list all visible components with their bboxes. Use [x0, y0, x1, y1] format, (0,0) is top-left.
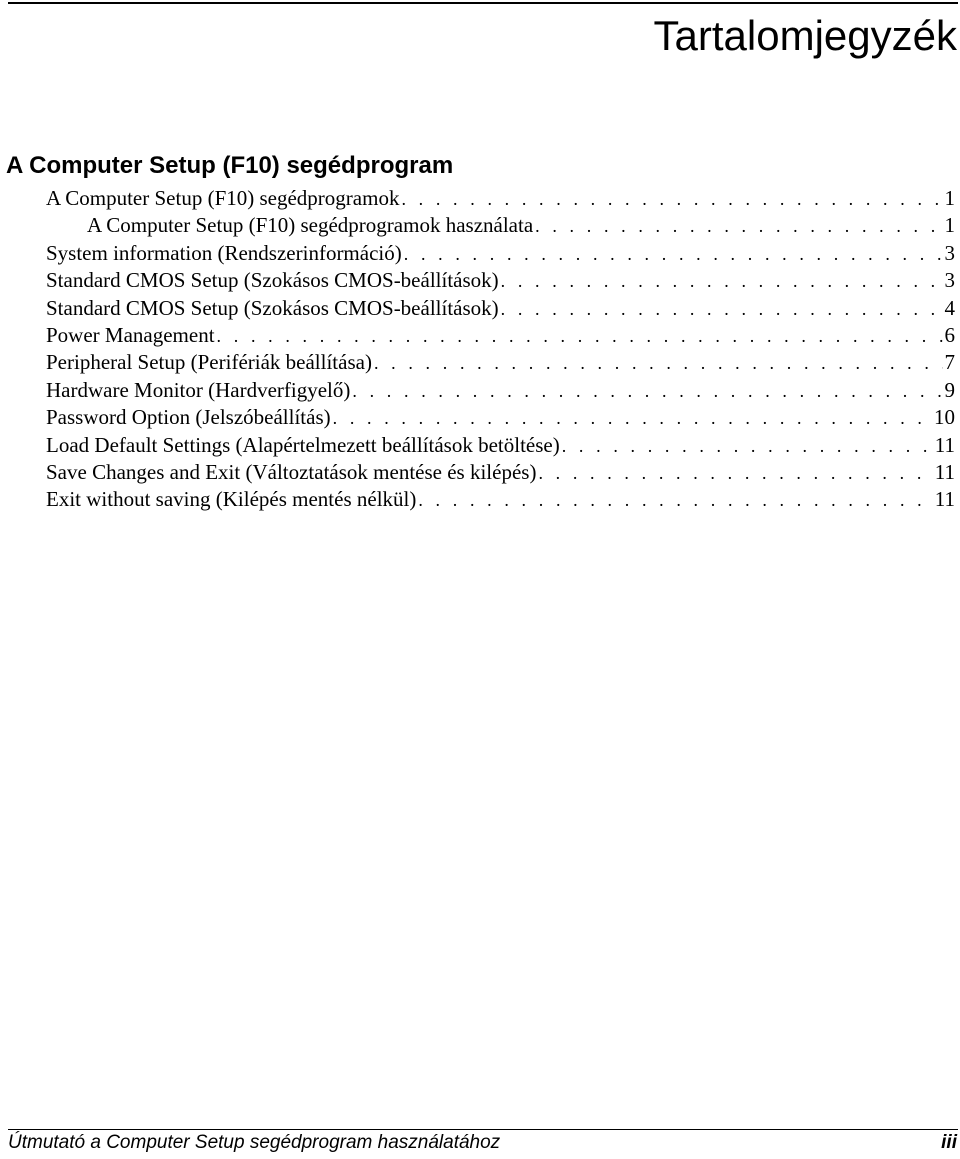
- toc-entry-page: 4: [944, 295, 955, 320]
- table-of-contents: [46, 185, 955, 514]
- toc-entry-label: System information (Rendszerinformáció): [46, 240, 402, 265]
- footer-rule: [8, 1129, 958, 1130]
- toc-entry[interactable]: [46, 322, 955, 349]
- toc-entry[interactable]: [46, 349, 955, 376]
- toc-entry[interactable]: [46, 459, 955, 486]
- dot-leader: [418, 487, 932, 514]
- toc-entry-label: A Computer Setup (F10) segédprogramok használata: [87, 213, 534, 238]
- dot-leader: [535, 213, 942, 240]
- toc-entry[interactable]: [46, 185, 955, 212]
- toc-entry[interactable]: [46, 486, 955, 513]
- toc-entry[interactable]: [46, 295, 955, 322]
- toc-entry-page: 11: [934, 459, 955, 484]
- toc-entry[interactable]: [46, 240, 955, 267]
- toc-entry-page: 11: [934, 487, 955, 512]
- toc-entry-page: 3: [944, 240, 955, 265]
- page-title: Tartalomjegyzék: [653, 12, 957, 59]
- dot-leader: [352, 378, 942, 405]
- toc-entry-label: Load Default Settings (Alapértelmezett beállítások betöltése): [46, 432, 560, 457]
- dot-leader: [217, 323, 943, 350]
- dot-leader: [333, 405, 932, 432]
- toc-entry-label: Power Management: [46, 322, 215, 347]
- dot-leader: [501, 268, 943, 295]
- toc-entry-label: Hardware Monitor (Hardverfigyelő): [46, 377, 351, 402]
- toc-entry[interactable]: [46, 404, 955, 431]
- toc-entry-page: 7: [944, 350, 955, 375]
- dot-leader: [538, 460, 932, 487]
- toc-entry-label: A Computer Setup (F10) segédprogramok: [46, 186, 400, 210]
- toc-entry-label: Peripheral Setup (Perifériák beállítása): [46, 350, 372, 375]
- toc-entry[interactable]: [46, 212, 955, 239]
- toc-entry-label: Save Changes and Exit (Változtatások mentése és kilépés): [46, 459, 537, 484]
- footer-title: Útmutató a Computer Setup segédprogram használatához: [8, 1132, 501, 1153]
- dot-leader: [401, 186, 942, 213]
- dot-leader: [404, 241, 943, 268]
- toc-entry-page: 3: [944, 268, 955, 293]
- dot-leader: [501, 296, 943, 323]
- toc-entry[interactable]: [46, 377, 955, 404]
- toc-entry-page: 9: [944, 377, 955, 402]
- toc-entry-label: Password Option (Jelszóbeállítás): [46, 405, 331, 430]
- toc-entry-label: Exit without saving (Kilépés mentés nélkül): [46, 487, 417, 512]
- toc-entry-page: 10: [934, 405, 955, 430]
- footer-page-number: iii: [941, 1132, 957, 1153]
- toc-entry-label: Standard CMOS Setup (Szokásos CMOS-beállítások): [46, 268, 499, 293]
- toc-entry[interactable]: [46, 432, 955, 459]
- toc-entry-page: 6: [944, 322, 955, 347]
- toc-entry-page: 1: [944, 213, 955, 238]
- header-rule: [8, 2, 958, 4]
- dot-leader: [374, 350, 943, 377]
- toc-entry[interactable]: [46, 267, 955, 294]
- toc-entry-label: Standard CMOS Setup (Szokásos CMOS-beállítások): [46, 295, 499, 320]
- section-heading: A Computer Setup (F10) segédprogram: [6, 152, 454, 179]
- toc-entry-page: 1: [944, 186, 955, 210]
- dot-leader: [562, 433, 933, 460]
- toc-entry-page: 11: [934, 432, 955, 457]
